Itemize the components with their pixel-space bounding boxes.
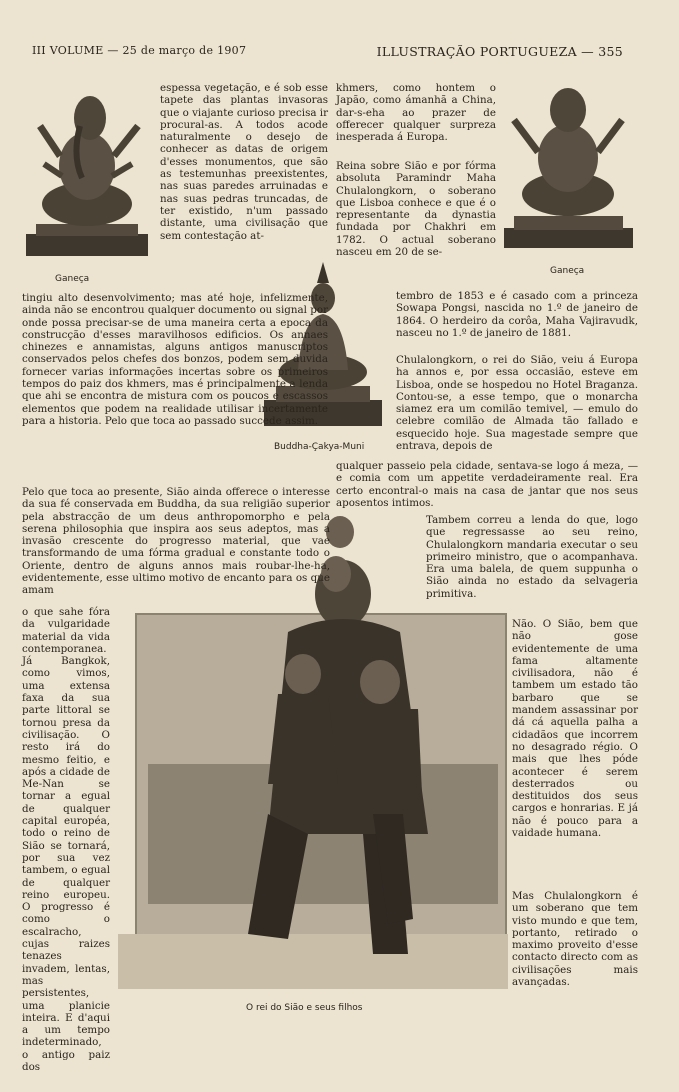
- caption-king: O rei do Sião e seus filhos: [246, 1003, 363, 1013]
- ganeca-statue-photo-right: [502, 82, 635, 250]
- text-column2-visit: Chulalongkorn, o rei do Sião, veiu á Europa ha annos e, por essa occasião, esteve em Lisboa, onde se hospedou no Hotel Braganza. Contou-se, a esse tempo, que o monarcha siamez era um comilão temivel, — emulo do celebre comilão de Almada tão fallado e esquecido hoje. Sua magestade sempre que entrava, depois de: [396, 354, 638, 453]
- text-column2-legend: Tambem correu a lenda do que, logo que regressasse ao seu reino, Chulalongkorn mandaria executar o seu primeiro ministro, que o acompanhava. Era uma balela, de quem suppunha o Sião ainda no estado da selvageria primitiva.: [426, 514, 638, 600]
- text-column2-end: Mas Chulalongkorn é um soberano que tem visto mundo e que tem, portanto, retirado o maximo proveito d'esse contacto directo com as civilisações mais avançadas.: [512, 890, 638, 989]
- caption-ganeca-left: Ganeça: [55, 274, 90, 284]
- ganeca-statue-photo-left: [22, 86, 152, 261]
- running-header-title-page: ILLUSTRAÇÃO PORTUGUEZA — 355: [376, 44, 623, 59]
- text-column2-reina: Reina sobre Sião e por fórma absoluta Paramindr Maha Chulalongkorn, o soberano que Lisboa conhece e que é o representante da dynastia fundada por Chakhri em 1782. O actual soberano nasceu em 20 de se-: [336, 160, 496, 259]
- text-column1-top: espessa vegetação, e é sob esse tapete das plantas invasoras que o viajante curioso precisa ir procural-as. A todos acode naturalmente o desejo de conhecer as datas de origem d'esses monumentos, que são as testemunhas preexistentes, nas suas paredes arruinadas e nas suas pedras truncadas, de ter existido, n'um passado distante, uma civilisação que sem contestação at-: [160, 82, 328, 242]
- caption-ganeca-right: Ganeça: [550, 266, 585, 276]
- text-column1-narrow: o que sahe fóra da vulgaridade material da vida contemporanea. Já Bangkok, como vimos, uma extensa faxa da sua parte littoral se tornou presa da civilisação. O resto irá do mesmo feitio, e após a cidade de Me-Nan se tornar a egual de qualquer capital européa, todo o reino de Sião se tornará, por sua vez tambem, o egual de qualquer reino europeu. O progresso é como o escalracho, cujas raizes tenazes invadem, lentas, mas persistentes, uma planicie inteira. E d'aqui a um tempo indeterminado, o antigo paiz dos: [22, 606, 110, 1073]
- text-column1-wide: Pelo que toca ao presente, Sião ainda offerece o interesse da sua fé conservada em Buddha, da sua religião superior pela abstracção de um deus anthropomorpho e pela serena philosophia que inspira aos seus adeptos, mas a invasão crescente do progresso material, que vae transformando de uma fórma gradual e constante todo o Oriente, dentro de alguns annos mais roubar-lhe-ha, evidentemente, esse ultimo motivo de encanto para os que amam: [22, 486, 330, 597]
- text-column2-narrow: Não. O Sião, bem que não gose evidentemente de uma fama altamente civilisadora, não é tambem um estado tão barbaro que se mandem assassinar por dá cá aquella palha a cidadãos que incorrem no desagrado régio. O mais que lhes póde acontecer é serem desterrados ou destituidos dos seus cargos e honrarias. E já não é pouco para a vaidade humana.: [512, 618, 638, 840]
- text-column2-top: khmers, como hontem o Japão, como ámanhã a China, dar-s-eha ao prazer de offerecer qualquer surpreza inesperada á Europa.: [336, 82, 496, 144]
- running-header-volume-date: III VOLUME — 25 de março de 1907: [32, 44, 247, 57]
- text-column2-birth: tembro de 1853 e é casado com a princeza Sowapa Pongsi, nascida no 1.º de janeiro de 1864. O herdeiro da corôa, Maha Vajiravudk, nasceu no 1.º de janeiro de 1881.: [396, 290, 638, 339]
- text-column1-middle: tingiu alto desenvolvimento; mas até hoje, infelizmente, ainda não se encontrou qualquer documento ou signal por onde possa precisar-se de uma maneira certa a epoca da construcção d'esses maravilhosos edificios. Os annaes chinezes e annamistas, alguns antigos manuscriptos conservados pelos chefes dos bonzos, podem sem duvida fornecer varias informações incertas sobre os primeiros tempos do paiz dos khmers, mas é principalmente a lenda que ahi se encontra de mistura com os poucos e escassos elementos que podem na realidade utilisar incertamente para a historia. Pelo que toca ao passado succede assim.: [22, 292, 328, 427]
- text-column2-meals: qualquer passeio pela cidade, sentava-se logo á meza, — e comia com um appetite verdadeiramente real. Era certo encontral-o mais na casa de jantar que nos seus aposentos intimos.: [336, 460, 638, 509]
- caption-buddha: Buddha-Çakya-Muni: [274, 442, 365, 452]
